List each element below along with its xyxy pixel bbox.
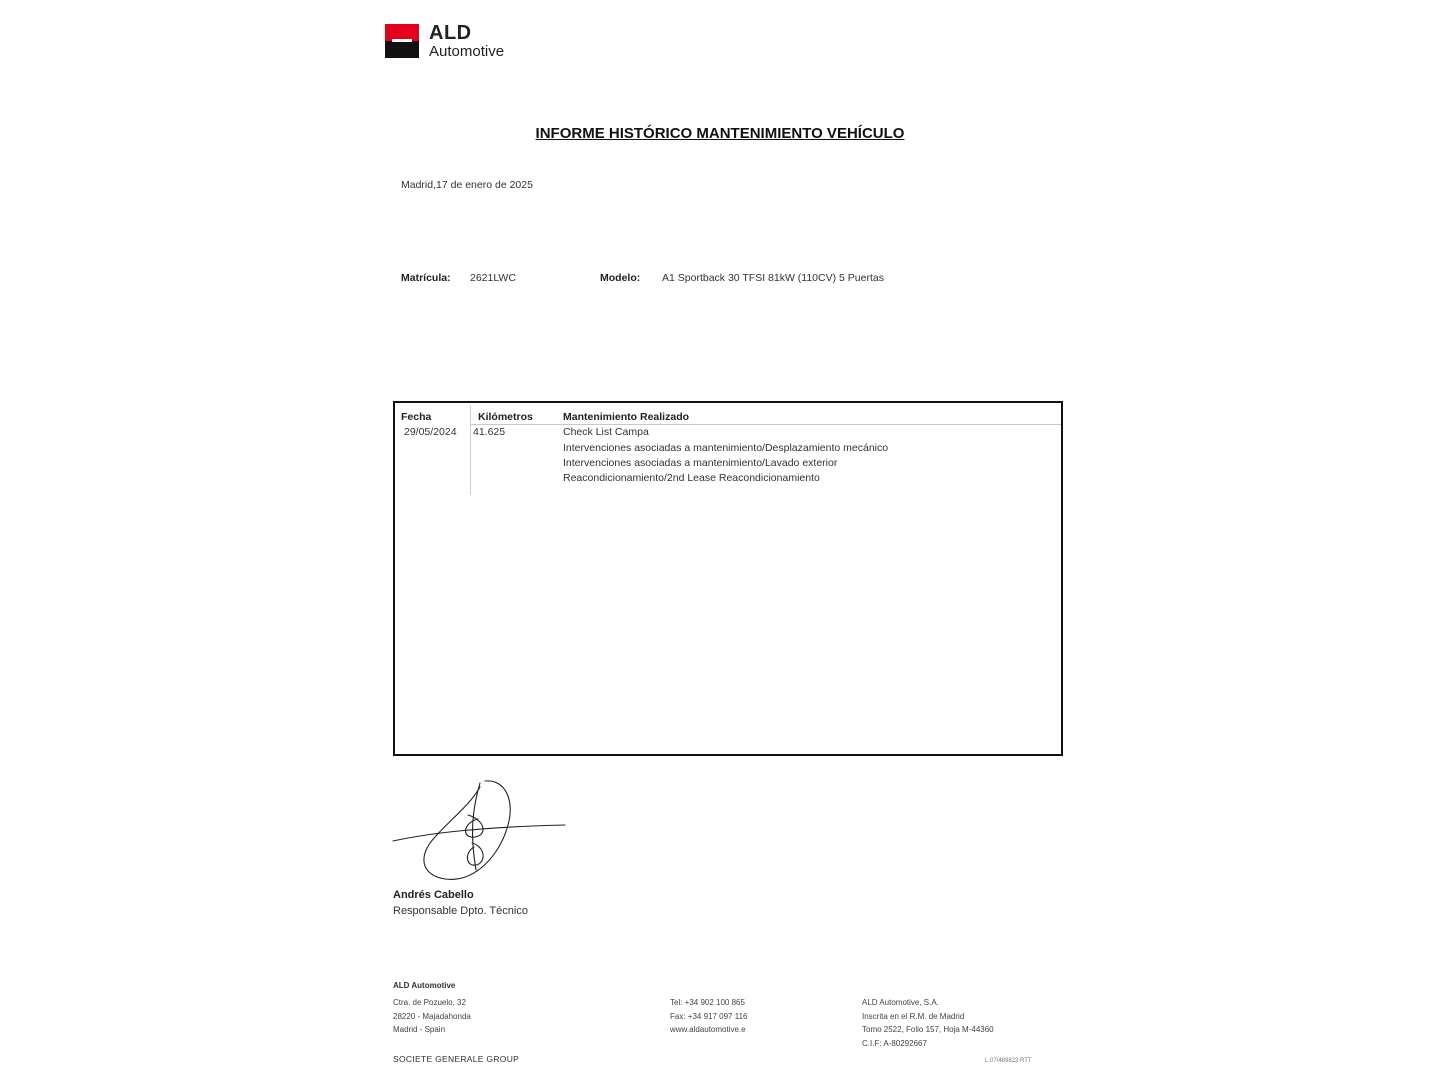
footer-contact-line: Fax: +34 917 097 116 <box>670 1011 748 1021</box>
footer-contact-line: Tel: +34 902 100 865 <box>670 998 745 1007</box>
footer-contact <box>670 996 747 1037</box>
footer-legal <box>862 996 994 1050</box>
maintenance-table <box>393 401 1063 756</box>
row-date: 29/05/2024 <box>404 426 457 438</box>
document-title: INFORME HISTÓRICO MANTENIMIENTO VEHÍCULO <box>535 125 905 142</box>
company-logo <box>385 24 525 64</box>
footer-legal-line: Inscrita en el R.M. de Madrid <box>862 1011 965 1021</box>
row-work-item: Intervenciones asociadas a mantenimiento/Desplazamiento mecánico <box>563 442 889 454</box>
logo-brand: ALD <box>429 22 472 44</box>
footer-address-line: Ctra. de Pozuelo, 32 <box>393 998 466 1007</box>
row-work-item: Intervenciones asociadas a mantenimiento/Lavado exterior <box>563 457 838 469</box>
place-date: Madrid,17 de enero de 2025 <box>401 179 533 191</box>
footer-contact-line: www.aldautomotive.e <box>670 1025 746 1034</box>
plate-value: 2621LWC <box>470 272 516 284</box>
header-date: Fecha <box>401 411 432 423</box>
row-km: 41.625 <box>473 426 506 438</box>
model-value: A1 Sportback 30 TFSI 81kW (110CV) 5 Puertas <box>662 272 884 284</box>
footer-company: ALD Automotive <box>393 981 456 990</box>
footer-legal-line: C.I.F: A-80292667 <box>862 1038 927 1048</box>
header-km: Kilómetros <box>478 411 533 423</box>
signer-name: Andrés Cabello <box>393 889 474 901</box>
plate-label: Matrícula: <box>401 272 451 284</box>
footer-legal-line: ALD Automotive, S.A. <box>862 998 939 1007</box>
signer-role: Responsable Dpto. Técnico <box>393 905 528 917</box>
logo-subtitle: Automotive <box>429 43 505 60</box>
logo-mark-icon <box>385 24 419 58</box>
model-label: Modelo: <box>600 272 641 284</box>
row-work-item: Check List Campa <box>563 426 649 438</box>
footer-address-line: 28220 - Majadahonda <box>393 1011 471 1021</box>
row-work-item: Reacondicionamiento/2nd Lease Reacondicionamiento <box>563 472 820 484</box>
signature-icon <box>390 775 570 885</box>
footer-reference: L.07/489822 RTT <box>985 1058 1032 1064</box>
footer-address <box>393 996 471 1037</box>
footer-legal-line: Tomo 2522, Folio 157, Hoja M-44360 <box>862 1025 994 1034</box>
footer-address-line: Madrid - Spain <box>393 1025 446 1034</box>
footer-group: SOCIETE GENERALE GROUP <box>393 1054 520 1064</box>
header-work: Mantenimiento Realizado <box>563 411 690 423</box>
